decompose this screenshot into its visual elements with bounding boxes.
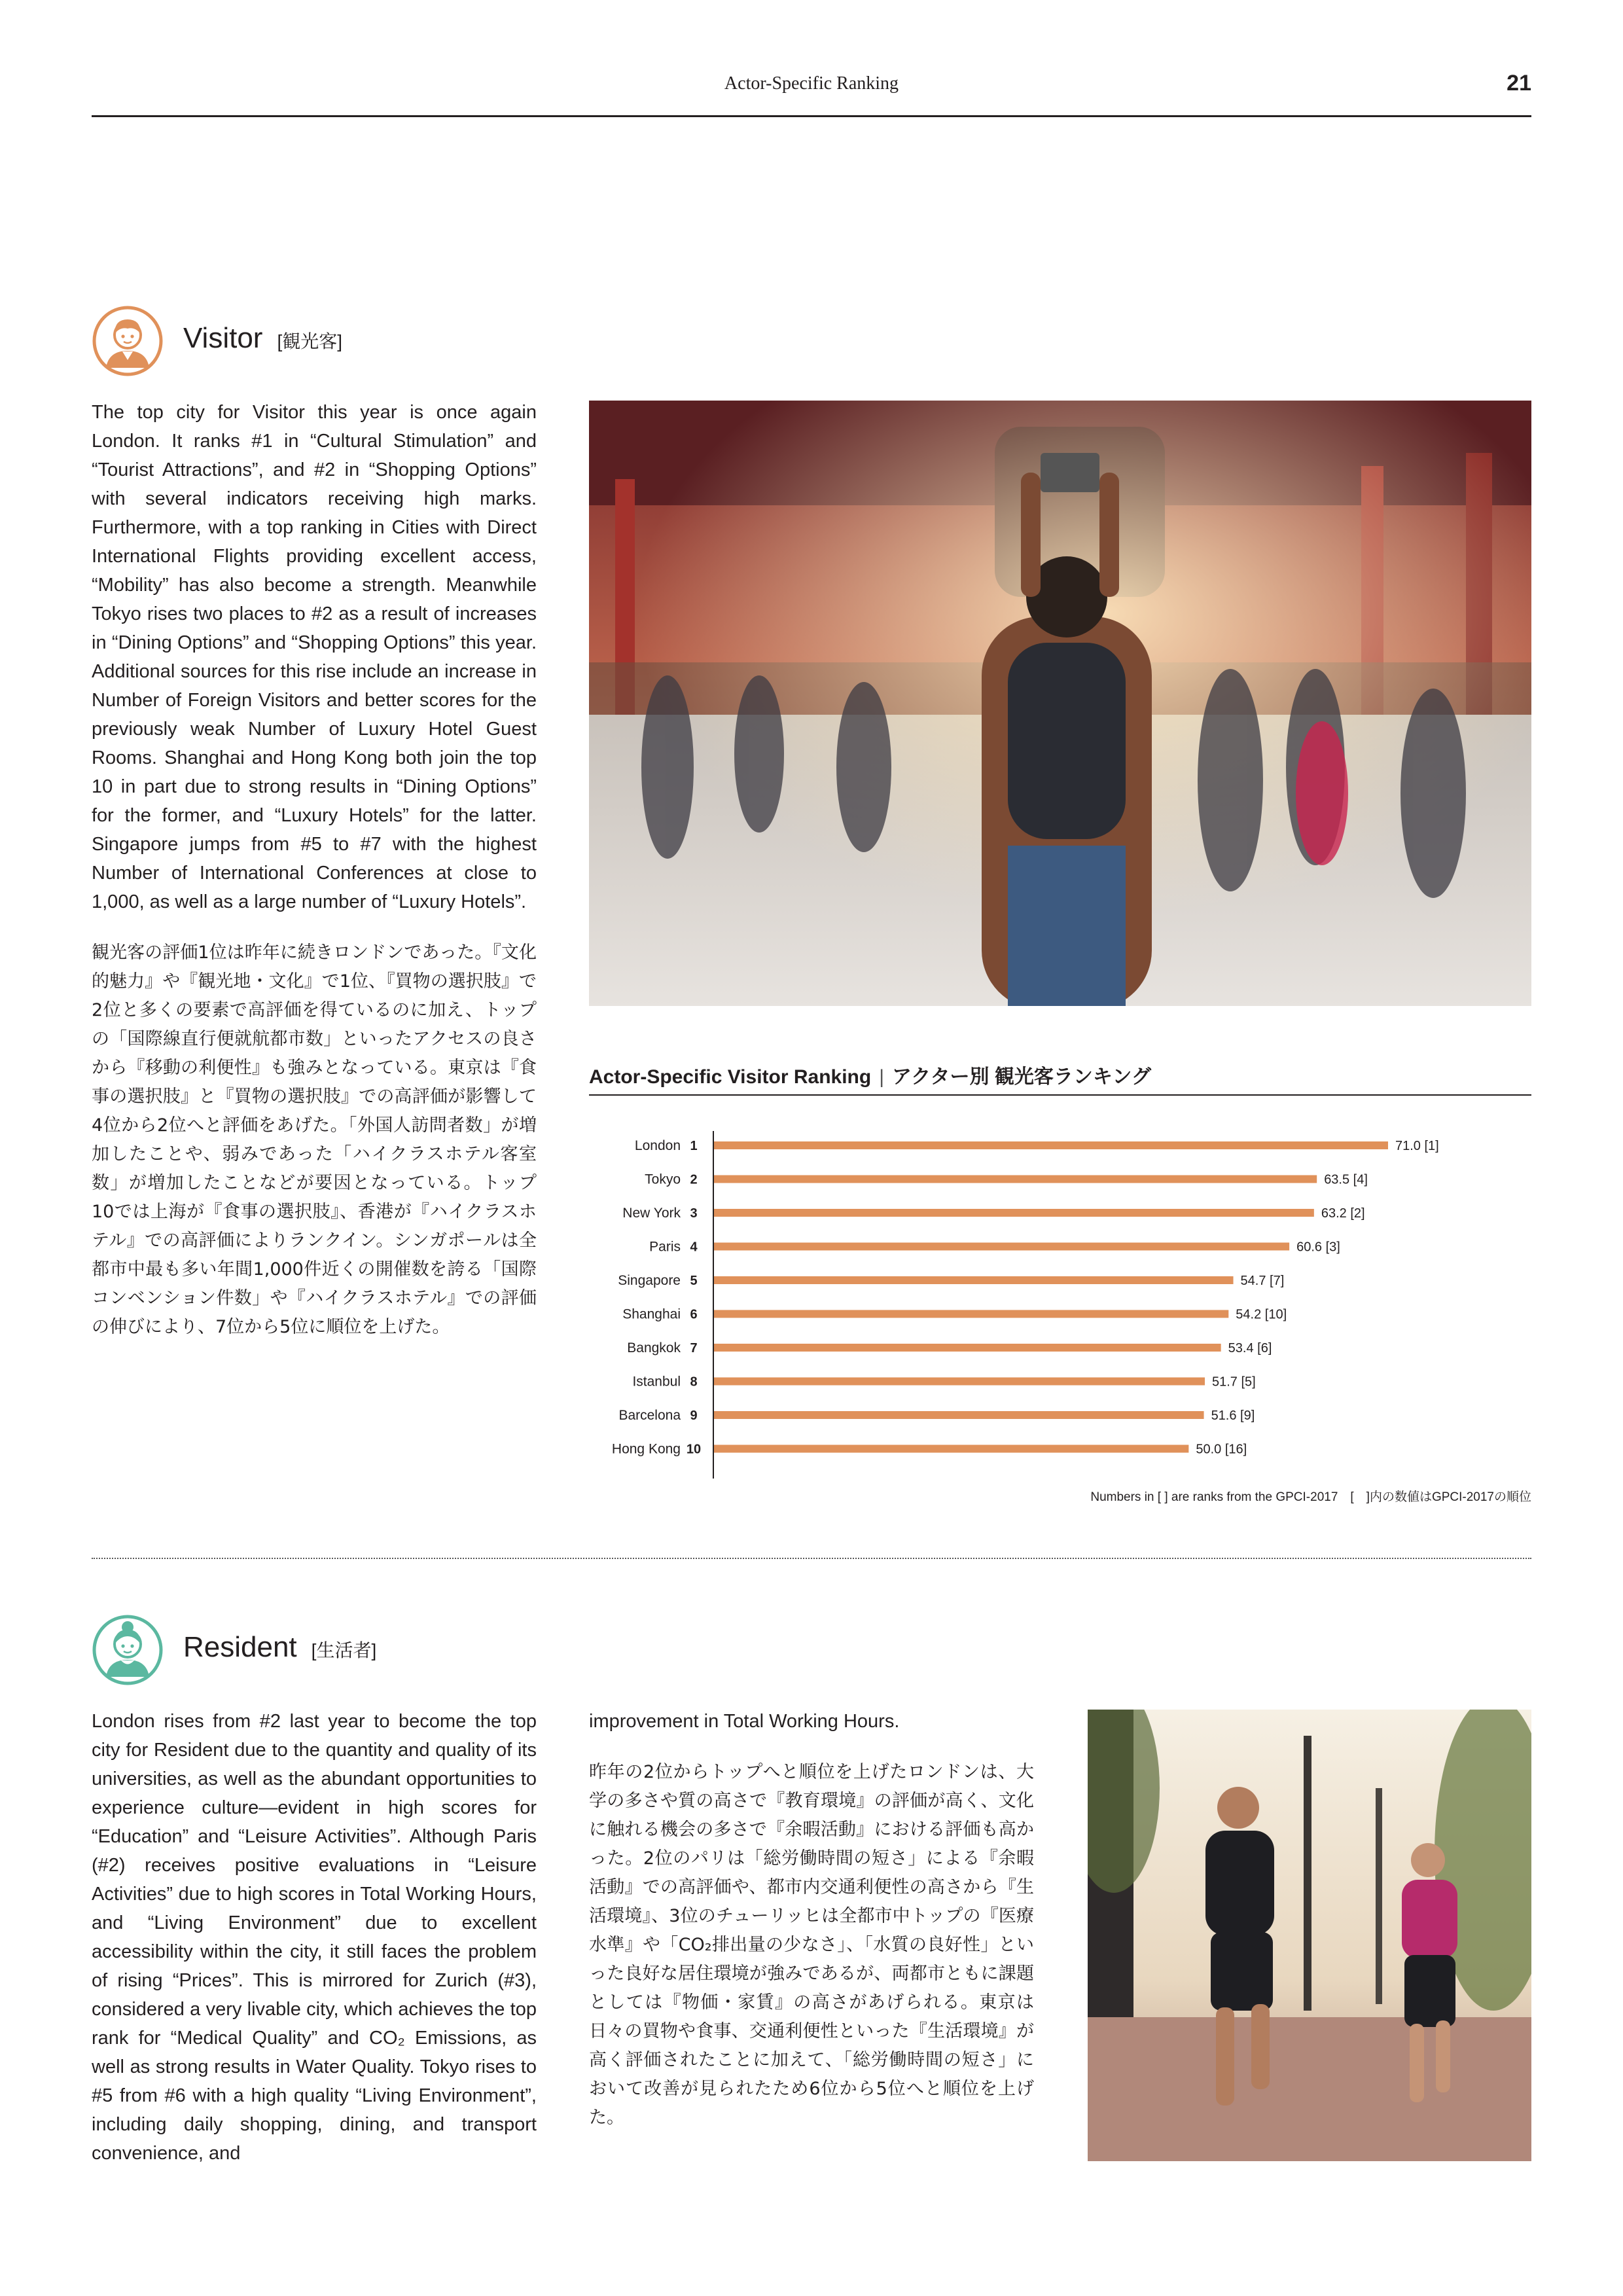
bar bbox=[714, 1344, 1221, 1352]
resident-body-en-1: London rises from #2 last year to become the top city for Resident due to the quantity and quality of its universities, as well as the abundant opportunities to experience culture—evident in high scores for “Education” and “Leisure Activities”. Although Paris (#2) receives positive evaluations in “Leisure Activities” due to high scores in Total Working Hours, and “Living Environment” due to excellent accessibility within the city, it still faces the problem of rising “Prices”. This is mirrored for Zurich (#3), considered a very livable city, which achieves the top rank for “Medical Quality” and CO₂ Emissions, as well as strong results in Water Quality. Tokyo rises to #5 from #6 with a high quality “Living Environment”, including daily shopping, dining, and transport convenience, and bbox=[92, 1711, 537, 2164]
resident-body-en-2: improvement in Total Working Hours. bbox=[589, 1711, 900, 1732]
resident-title-jp: [生活者] bbox=[311, 1640, 377, 1660]
bar-rank-label: 2 bbox=[690, 1172, 698, 1187]
bar-rank-label: 1 bbox=[690, 1139, 698, 1153]
bar-value-label: 63.5 [4] bbox=[1324, 1172, 1368, 1187]
resident-heading bbox=[183, 1631, 376, 1664]
bar-value-label: 51.7 [5] bbox=[1212, 1374, 1256, 1390]
page-number: 21 bbox=[1507, 71, 1531, 96]
chart-title-separator: | bbox=[879, 1066, 885, 1088]
bar-value-label: 54.7 [7] bbox=[1240, 1274, 1285, 1288]
bar-value-label: 54.2 [10] bbox=[1236, 1307, 1287, 1322]
resident-body-jp: 昨年の2位からトップへと順位を上げたロンドンは、大学の多さや質の高さで『教育環境』の評価が高く、文化に触れる機会の多さで『余暇活動』における評価も高かった。2位のパリは「総労働時間の短さ」による『余暇活動』での高評価や、都市内交通利便性の高さから『生活環境』、3位のチューリッヒは全都市中トップの『医療水準』や「CO₂排出量の少なさ」、「水質の良好性」といった良好な居住環境が強みであるが、両都市ともに課題としては『物価・家賃』の高さがあげられる。東京は日々の買物や食事、交通利便性といった『生活環境』が高く評価されたことに加えて、「総労働時間の短さ」において改善が見られたため6位から5位へと順位を上げた。 bbox=[589, 1762, 1034, 2128]
chart-heading bbox=[589, 1060, 1151, 1089]
bar bbox=[714, 1243, 1289, 1251]
chart-title: Actor-Specific Visitor Ranking bbox=[589, 1066, 872, 1088]
bar-category-label: Tokyo bbox=[645, 1172, 681, 1187]
section-divider bbox=[92, 1558, 1531, 1559]
bar-rank-label: 5 bbox=[690, 1274, 698, 1288]
resident-text-column-2 bbox=[589, 1707, 1034, 2132]
bar-rank-label: 7 bbox=[690, 1341, 698, 1355]
visitor-title: Visitor bbox=[183, 322, 263, 354]
running-header: Actor-Specific Ranking bbox=[724, 73, 899, 94]
bar-value-label: 50.0 [16] bbox=[1196, 1442, 1247, 1457]
bar-rank-label: 10 bbox=[686, 1442, 702, 1457]
resident-person-icon bbox=[92, 1614, 164, 1686]
bar-category-label: Singapore bbox=[618, 1273, 681, 1288]
visitor-heading bbox=[183, 322, 342, 355]
bar bbox=[714, 1175, 1317, 1183]
bar-value-label: 60.6 [3] bbox=[1296, 1240, 1340, 1255]
bar-category-label: Paris bbox=[649, 1239, 681, 1255]
visitor-person-icon bbox=[92, 305, 164, 377]
bar-value-label: 53.4 [6] bbox=[1228, 1341, 1272, 1355]
bar-value-label: 51.6 [9] bbox=[1211, 1408, 1255, 1423]
bar bbox=[714, 1378, 1205, 1386]
visitor-body-jp: 観光客の評価1位は昨年に続きロンドンであった。『文化的魅力』や『観光地・文化』で1位、『買物の選択肢』で2位と多くの要素で高評価を得ているのに加え、トップの「国際線直行便就航都市数」といったアクセスの良さから『移動の利便性』も強みとなっている。東京は『食事の選択肢』と『買物の選択肢』での高評価が影響して4位から2位へと評価をあげた。「外国人訪問者数」が増加したことや、弱みであった「ハイクラスホテル客室数」が増加したことなどが要因となっている。トップ10では上海が『食事の選択肢』、香港が『ハイクラスホテル』での高評価によりランクイン。シンガポールは全都市中最も多い年間1,000件近くの開催数を誇る「国際コンベンション件数」や『ハイクラスホテル』での評価の伸びにより、7位から5位に順位を上げた。 bbox=[92, 942, 537, 1337]
chart-rule bbox=[589, 1094, 1531, 1096]
chart-title-jp: アクター別 観光客ランキング bbox=[892, 1066, 1151, 1088]
bar-category-label: Bangkok bbox=[627, 1340, 681, 1355]
visitor-photo bbox=[589, 401, 1531, 1006]
bar-rank-label: 3 bbox=[690, 1206, 698, 1221]
bar-value-label: 63.2 [2] bbox=[1321, 1206, 1365, 1221]
bar bbox=[714, 1445, 1188, 1453]
bar-rank-label: 4 bbox=[690, 1240, 698, 1255]
bar-category-label: Hong Kong bbox=[611, 1441, 681, 1457]
bar-rank-label: 8 bbox=[690, 1374, 698, 1390]
visitor-body-en: The top city for Visitor this year is once again London. It ranks #1 in “Cultural Stimulation” and “Tourist Attractions”, and #2 in “Shopping Options” with several indicators receiving high marks. Furthermore, with a top ranking in Cities with Direct International Flights providing excellent access, “Mobility” has also become a strength. Meanwhile Tokyo rises two places to #2 as a result of increases in “Dining Options” and “Shopping Options” this year. Additional sources for this rise include an increase in Number of Foreign Visitors and better scores for the previously weak Number of Luxury Hotel Guest Rooms. Shanghai and Hong Kong both join the top 10 in part due to strong results in “Dining Options” for the former, and “Luxury Hotels” for the latter. Singapore jumps from #5 to #7 with the highest Number of International Conferences at close to 1,000, as well as a large number of “Luxury Hotels”. bbox=[92, 402, 537, 912]
resident-photo bbox=[1088, 1710, 1531, 2161]
bar-rank-label: 9 bbox=[690, 1408, 698, 1423]
bar-value-label: 71.0 [1] bbox=[1395, 1139, 1439, 1153]
bar-rank-label: 6 bbox=[690, 1307, 698, 1322]
bar bbox=[714, 1310, 1228, 1318]
bar-category-label: London bbox=[634, 1138, 681, 1153]
resident-title: Resident bbox=[183, 1631, 297, 1663]
visitor-text-column bbox=[92, 398, 537, 1342]
visitor-title-jp: [観光客] bbox=[277, 331, 343, 351]
bar bbox=[714, 1411, 1204, 1419]
visitor-ranking-chart bbox=[589, 1126, 1531, 1479]
bar-category-label: Istanbul bbox=[632, 1374, 681, 1390]
bar-category-label: Shanghai bbox=[622, 1306, 681, 1322]
bar bbox=[714, 1276, 1234, 1284]
bar-category-label: New York bbox=[622, 1206, 681, 1221]
header-rule bbox=[92, 115, 1531, 117]
bar-category-label: Barcelona bbox=[618, 1408, 681, 1423]
bar bbox=[714, 1141, 1388, 1149]
bar bbox=[714, 1209, 1314, 1217]
resident-text-column-1 bbox=[92, 1707, 537, 2168]
chart-footnote: Numbers in [ ] are ranks from the GPCI-2017 [ ]内の数値はGPCI-2017の順位 bbox=[1090, 1490, 1531, 1504]
